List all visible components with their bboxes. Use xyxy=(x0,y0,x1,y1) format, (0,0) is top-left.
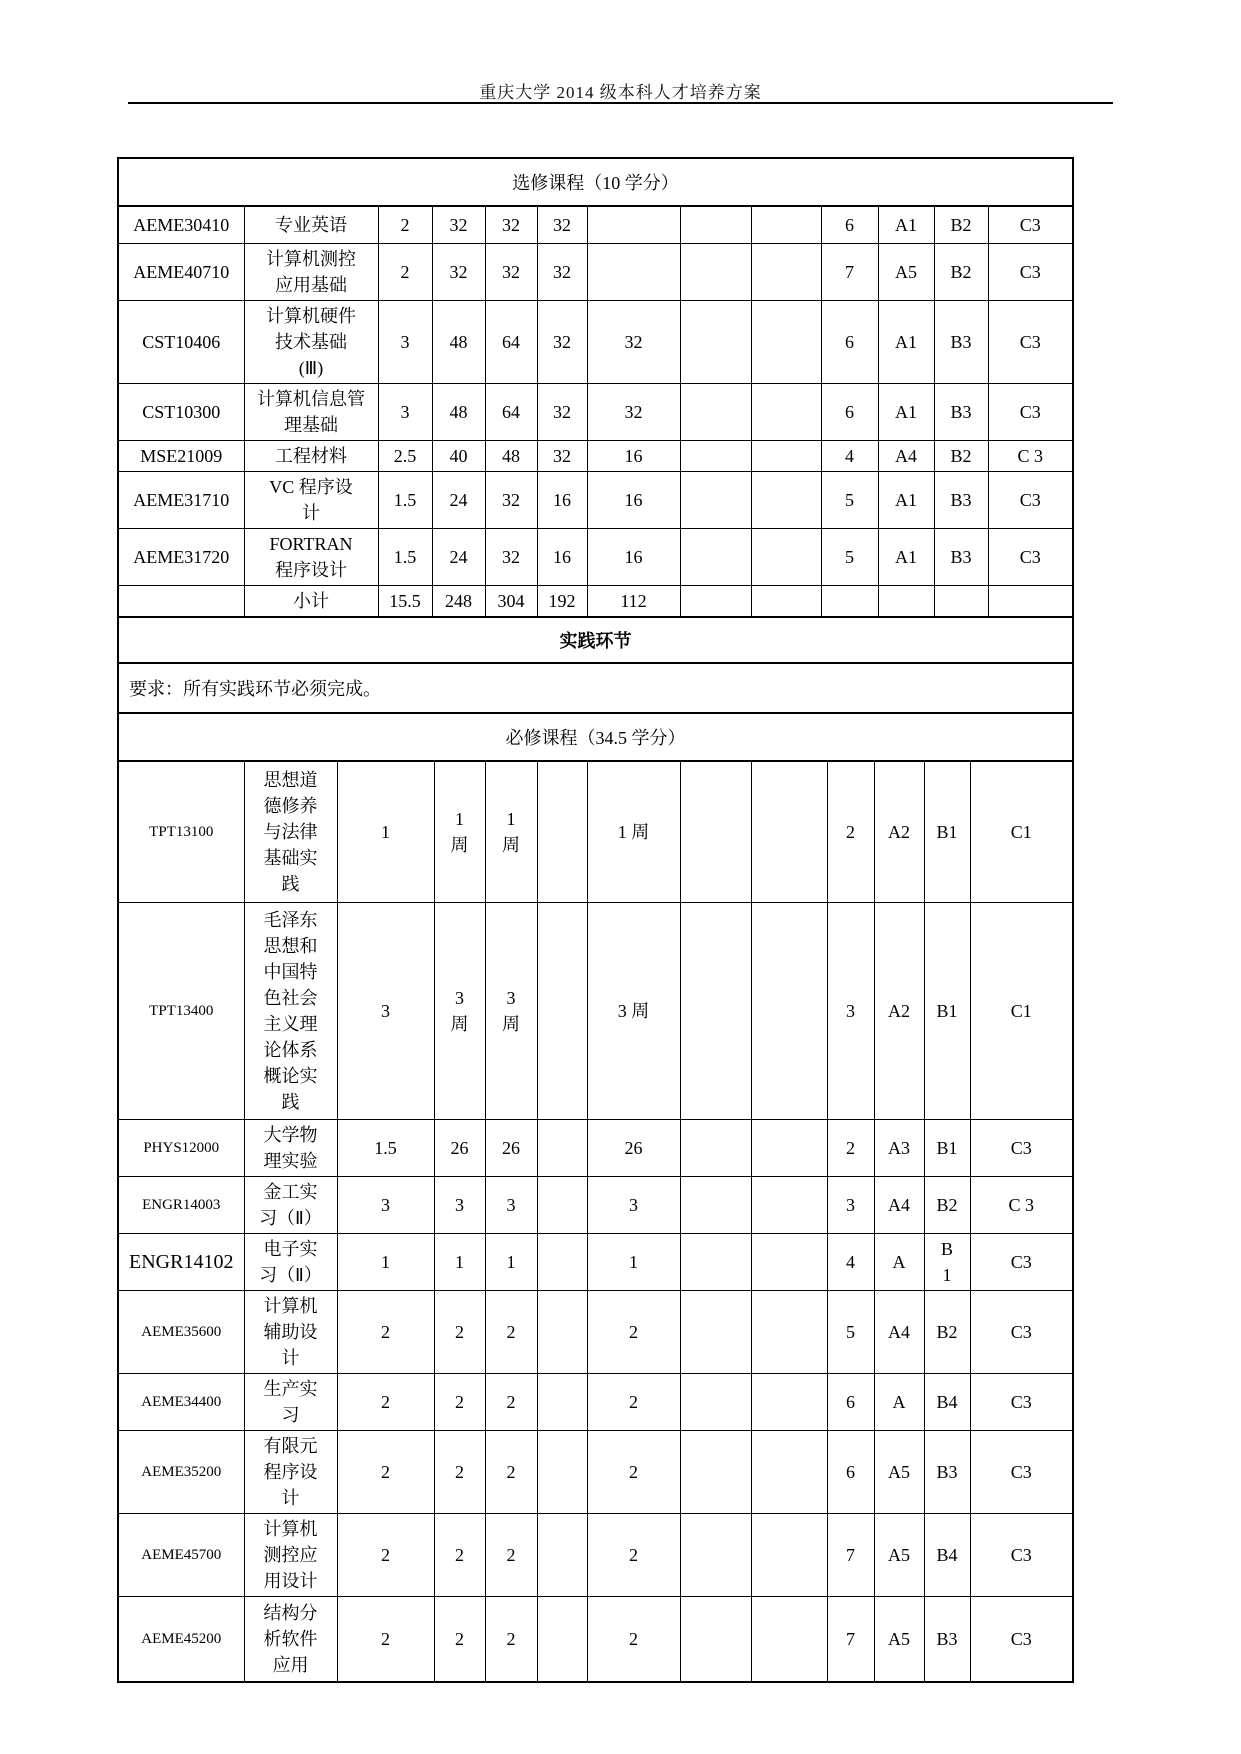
cell-name: 计算机硬件 技术基础 (Ⅲ) xyxy=(244,301,378,384)
cell-hours2: 64 xyxy=(485,384,537,441)
cell-semester: 7 xyxy=(827,1514,874,1597)
cell-practice: 1 xyxy=(587,1234,680,1291)
cell-practice: 16 xyxy=(587,529,680,586)
cell-grade_c: C3 xyxy=(970,1597,1072,1682)
cell-extra1 xyxy=(680,762,751,903)
cell-hours2: 48 xyxy=(485,441,537,472)
cell-grade_b: B3 xyxy=(924,1431,970,1514)
cell-practice: 2 xyxy=(587,1374,680,1431)
cell-semester: 5 xyxy=(821,529,878,586)
cell-credit: 2 xyxy=(337,1597,434,1682)
elective-courses-table xyxy=(119,207,1072,616)
cell-code: PHYS12000 xyxy=(119,1120,244,1177)
cell-code: TPT13100 xyxy=(119,762,244,903)
cell-hours2: 26 xyxy=(485,1120,537,1177)
cell-code: CST10300 xyxy=(119,384,244,441)
cell-extra1 xyxy=(680,207,751,244)
cell-hours3: 16 xyxy=(537,472,587,529)
cell-grade_a: A1 xyxy=(878,472,934,529)
cell-semester: 5 xyxy=(821,472,878,529)
cell-practice: 32 xyxy=(587,384,680,441)
cell-extra2 xyxy=(751,1120,827,1177)
cell-hours3: 32 xyxy=(537,301,587,384)
cell-grade_c: C3 xyxy=(988,529,1072,586)
cell-credit: 1.5 xyxy=(378,472,432,529)
elective-courses-rows xyxy=(119,207,1072,616)
table-row xyxy=(119,207,1072,244)
cell-extra1 xyxy=(680,586,751,617)
table-row xyxy=(119,441,1072,472)
cell-grade_c: C3 xyxy=(970,1514,1072,1597)
cell-hours1: 3 周 xyxy=(434,903,485,1120)
cell-hours3 xyxy=(537,1374,587,1431)
cell-extra1 xyxy=(680,1120,751,1177)
cell-practice xyxy=(587,244,680,301)
cell-name: 生产实 习 xyxy=(244,1374,337,1431)
cell-code: AEME35200 xyxy=(119,1431,244,1514)
cell-hours1: 32 xyxy=(432,207,485,244)
cell-code: ENGR14003 xyxy=(119,1177,244,1234)
cell-grade_b: B 1 xyxy=(924,1234,970,1291)
cell-practice: 3 周 xyxy=(587,903,680,1120)
cell-grade_a: A5 xyxy=(874,1514,924,1597)
cell-extra2 xyxy=(751,1291,827,1374)
table-row xyxy=(119,301,1072,384)
cell-credit: 2 xyxy=(378,207,432,244)
cell-extra2 xyxy=(751,441,821,472)
cell-grade_a: A1 xyxy=(878,529,934,586)
cell-extra1 xyxy=(680,1597,751,1682)
cell-semester: 6 xyxy=(827,1431,874,1514)
cell-hours3 xyxy=(537,1431,587,1514)
cell-hours2: 32 xyxy=(485,529,537,586)
cell-extra2 xyxy=(751,1177,827,1234)
cell-grade_a: A2 xyxy=(874,903,924,1120)
cell-extra2 xyxy=(751,1234,827,1291)
table-row xyxy=(119,1597,1072,1682)
cell-semester: 6 xyxy=(821,301,878,384)
cell-hours3 xyxy=(537,762,587,903)
table-row xyxy=(119,762,1072,903)
cell-name: 思想道 德修养 与法律 基础实 践 xyxy=(244,762,337,903)
cell-grade_c: C3 xyxy=(970,1374,1072,1431)
cell-grade_a: A3 xyxy=(874,1120,924,1177)
cell-code: ENGR14102 xyxy=(119,1234,244,1291)
cell-hours1: 2 xyxy=(434,1597,485,1682)
cell-code: AEME35600 xyxy=(119,1291,244,1374)
table-row xyxy=(119,529,1072,586)
cell-grade_a: A2 xyxy=(874,762,924,903)
cell-semester: 2 xyxy=(827,1120,874,1177)
cell-practice: 2 xyxy=(587,1431,680,1514)
cell-hours3: 16 xyxy=(537,529,587,586)
cell-credit: 2 xyxy=(378,244,432,301)
cell-extra2 xyxy=(751,207,821,244)
cell-grade_b: B1 xyxy=(924,903,970,1120)
cell-hours2: 32 xyxy=(485,472,537,529)
cell-name: VC 程序设 计 xyxy=(244,472,378,529)
cell-semester: 7 xyxy=(827,1597,874,1682)
table-row xyxy=(119,1177,1072,1234)
cell-practice: 32 xyxy=(587,301,680,384)
table-row xyxy=(119,1291,1072,1374)
cell-extra2 xyxy=(751,903,827,1120)
cell-code: AEME45700 xyxy=(119,1514,244,1597)
cell-hours2: 1 xyxy=(485,1234,537,1291)
section-title-elective-courses: 选修课程（10 学分） xyxy=(119,159,1072,207)
cell-semester: 7 xyxy=(821,244,878,301)
table-row xyxy=(119,586,1072,617)
cell-hours2: 2 xyxy=(485,1291,537,1374)
cell-credit: 1 xyxy=(337,1234,434,1291)
cell-hours1: 32 xyxy=(432,244,485,301)
cell-hours3 xyxy=(537,1291,587,1374)
cell-name: 专业英语 xyxy=(244,207,378,244)
cell-extra1 xyxy=(680,244,751,301)
table-row xyxy=(119,1431,1072,1514)
cell-extra1 xyxy=(680,1431,751,1514)
cell-grade_c: C 3 xyxy=(988,441,1072,472)
cell-grade_b: B2 xyxy=(924,1291,970,1374)
cell-hours3: 192 xyxy=(537,586,587,617)
table-row xyxy=(119,903,1072,1120)
cell-hours2: 2 xyxy=(485,1597,537,1682)
cell-credit: 2 xyxy=(337,1291,434,1374)
cell-name: 毛泽东 思想和 中国特 色社会 主义理 论体系 概论实 践 xyxy=(244,903,337,1120)
table-row xyxy=(119,384,1072,441)
cell-extra1 xyxy=(680,1234,751,1291)
cell-hours1: 48 xyxy=(432,301,485,384)
cell-practice: 1 周 xyxy=(587,762,680,903)
cell-credit: 1 xyxy=(337,762,434,903)
cell-hours1: 248 xyxy=(432,586,485,617)
cell-hours3: 32 xyxy=(537,441,587,472)
cell-semester: 6 xyxy=(821,384,878,441)
cell-hours1: 40 xyxy=(432,441,485,472)
cell-hours2: 64 xyxy=(485,301,537,384)
cell-extra2 xyxy=(751,301,821,384)
cell-hours3 xyxy=(537,1597,587,1682)
curriculum-table xyxy=(117,157,1074,1683)
cell-hours3 xyxy=(537,1514,587,1597)
cell-grade_c: C3 xyxy=(988,244,1072,301)
cell-credit: 2 xyxy=(337,1431,434,1514)
cell-semester: 3 xyxy=(827,1177,874,1234)
cell-practice: 16 xyxy=(587,472,680,529)
cell-grade_c: C3 xyxy=(988,472,1072,529)
cell-practice: 112 xyxy=(587,586,680,617)
cell-name: 工程材料 xyxy=(244,441,378,472)
cell-code: AEME31720 xyxy=(119,529,244,586)
page-header-title: 重庆大学 2014 级本科人才培养方案 xyxy=(479,83,762,102)
cell-hours1: 2 xyxy=(434,1514,485,1597)
section-title-practice: 实践环节 xyxy=(119,616,1072,664)
header-divider xyxy=(128,102,1113,104)
table-row xyxy=(119,1234,1072,1291)
cell-extra1 xyxy=(680,1514,751,1597)
cell-extra1 xyxy=(680,903,751,1120)
cell-extra2 xyxy=(751,586,821,617)
cell-hours3 xyxy=(537,1120,587,1177)
cell-code: CST10406 xyxy=(119,301,244,384)
cell-hours1: 1 周 xyxy=(434,762,485,903)
table-row xyxy=(119,1374,1072,1431)
cell-credit: 15.5 xyxy=(378,586,432,617)
cell-grade_c: C 3 xyxy=(970,1177,1072,1234)
cell-practice: 3 xyxy=(587,1177,680,1234)
cell-grade_a: A1 xyxy=(878,207,934,244)
cell-grade_b: B3 xyxy=(924,1597,970,1682)
cell-grade_a: A1 xyxy=(878,301,934,384)
section-title-required-courses: 必修课程（34.5 学分） xyxy=(119,714,1072,762)
cell-semester: 5 xyxy=(827,1291,874,1374)
cell-hours1: 1 xyxy=(434,1234,485,1291)
cell-hours2: 3 周 xyxy=(485,903,537,1120)
cell-name: 大学物 理实验 xyxy=(244,1120,337,1177)
cell-hours2: 1 周 xyxy=(485,762,537,903)
cell-grade_c: C3 xyxy=(970,1291,1072,1374)
cell-name: 计算机信息管 理基础 xyxy=(244,384,378,441)
cell-grade_c: C3 xyxy=(970,1120,1072,1177)
cell-grade_a: A5 xyxy=(874,1597,924,1682)
cell-credit: 3 xyxy=(337,1177,434,1234)
cell-grade_c: C1 xyxy=(970,762,1072,903)
cell-grade_c: C3 xyxy=(988,301,1072,384)
cell-grade_b: B3 xyxy=(934,301,988,384)
cell-credit: 2.5 xyxy=(378,441,432,472)
cell-name: 有限元 程序设 计 xyxy=(244,1431,337,1514)
cell-grade_c: C3 xyxy=(988,384,1072,441)
cell-credit: 2 xyxy=(337,1374,434,1431)
cell-grade_b: B2 xyxy=(924,1177,970,1234)
cell-hours1: 2 xyxy=(434,1431,485,1514)
cell-grade_b: B2 xyxy=(934,207,988,244)
table-row xyxy=(119,1514,1072,1597)
cell-code: AEME30410 xyxy=(119,207,244,244)
cell-extra2 xyxy=(751,1431,827,1514)
cell-extra2 xyxy=(751,1514,827,1597)
cell-hours1: 24 xyxy=(432,472,485,529)
table-row xyxy=(119,472,1072,529)
cell-name: 计算机 辅助设 计 xyxy=(244,1291,337,1374)
cell-extra1 xyxy=(680,301,751,384)
cell-hours2: 3 xyxy=(485,1177,537,1234)
cell-code: AEME31710 xyxy=(119,472,244,529)
cell-grade_b xyxy=(934,586,988,617)
cell-grade_b: B1 xyxy=(924,762,970,903)
cell-credit: 3 xyxy=(378,384,432,441)
cell-hours1: 2 xyxy=(434,1374,485,1431)
cell-extra1 xyxy=(680,472,751,529)
cell-grade_b: B3 xyxy=(934,472,988,529)
cell-grade_a: A5 xyxy=(878,244,934,301)
cell-semester: 6 xyxy=(821,207,878,244)
cell-practice: 2 xyxy=(587,1597,680,1682)
cell-practice xyxy=(587,207,680,244)
table-row xyxy=(119,1120,1072,1177)
cell-extra2 xyxy=(751,529,821,586)
cell-grade_a: A1 xyxy=(878,384,934,441)
cell-extra2 xyxy=(751,762,827,903)
cell-code: AEME45200 xyxy=(119,1597,244,1682)
cell-extra2 xyxy=(751,1374,827,1431)
cell-extra2 xyxy=(751,1597,827,1682)
cell-extra1 xyxy=(680,529,751,586)
cell-grade_b: B4 xyxy=(924,1514,970,1597)
cell-hours3: 32 xyxy=(537,244,587,301)
cell-credit: 3 xyxy=(337,903,434,1120)
table-row xyxy=(119,244,1072,301)
cell-grade_b: B2 xyxy=(934,244,988,301)
cell-grade_b: B3 xyxy=(934,529,988,586)
cell-extra1 xyxy=(680,384,751,441)
cell-name: 电子实 习（Ⅱ） xyxy=(244,1234,337,1291)
cell-name: 计算机 测控应 用设计 xyxy=(244,1514,337,1597)
cell-grade_c: C3 xyxy=(988,207,1072,244)
cell-extra1 xyxy=(680,441,751,472)
cell-grade_c xyxy=(988,586,1072,617)
cell-name: 结构分 析软件 应用 xyxy=(244,1597,337,1682)
cell-extra1 xyxy=(680,1177,751,1234)
cell-grade_a: A4 xyxy=(874,1177,924,1234)
cell-grade_a: A xyxy=(874,1234,924,1291)
cell-grade_a: A4 xyxy=(874,1291,924,1374)
cell-grade_a xyxy=(878,586,934,617)
cell-grade_a: A5 xyxy=(874,1431,924,1514)
cell-hours1: 26 xyxy=(434,1120,485,1177)
cell-semester: 3 xyxy=(827,903,874,1120)
cell-code: AEME34400 xyxy=(119,1374,244,1431)
cell-credit: 2 xyxy=(337,1514,434,1597)
cell-semester: 4 xyxy=(827,1234,874,1291)
cell-credit: 1.5 xyxy=(337,1120,434,1177)
cell-grade_b: B3 xyxy=(934,384,988,441)
required-practice-table xyxy=(119,762,1072,1681)
cell-practice: 26 xyxy=(587,1120,680,1177)
cell-hours2: 2 xyxy=(485,1374,537,1431)
required-practice-rows xyxy=(119,762,1072,1681)
cell-hours3: 32 xyxy=(537,207,587,244)
cell-semester: 2 xyxy=(827,762,874,903)
cell-hours3: 32 xyxy=(537,384,587,441)
cell-hours2: 32 xyxy=(485,207,537,244)
cell-hours1: 48 xyxy=(432,384,485,441)
cell-name: 计算机测控 应用基础 xyxy=(244,244,378,301)
cell-name: FORTRAN 程序设计 xyxy=(244,529,378,586)
cell-grade_c: C1 xyxy=(970,903,1072,1120)
cell-grade_c: C3 xyxy=(970,1234,1072,1291)
cell-code: AEME40710 xyxy=(119,244,244,301)
cell-code xyxy=(119,586,244,617)
cell-hours3 xyxy=(537,1177,587,1234)
cell-hours1: 3 xyxy=(434,1177,485,1234)
cell-extra1 xyxy=(680,1291,751,1374)
cell-extra2 xyxy=(751,384,821,441)
cell-code: TPT13400 xyxy=(119,903,244,1120)
cell-grade_b: B4 xyxy=(924,1374,970,1431)
cell-name: 小计 xyxy=(244,586,378,617)
cell-practice: 2 xyxy=(587,1514,680,1597)
cell-hours2: 32 xyxy=(485,244,537,301)
cell-extra1 xyxy=(680,1374,751,1431)
cell-practice: 16 xyxy=(587,441,680,472)
cell-grade_a: A4 xyxy=(878,441,934,472)
cell-hours1: 24 xyxy=(432,529,485,586)
cell-grade_a: A xyxy=(874,1374,924,1431)
cell-practice: 2 xyxy=(587,1291,680,1374)
cell-hours2: 2 xyxy=(485,1431,537,1514)
cell-semester xyxy=(821,586,878,617)
cell-hours3 xyxy=(537,1234,587,1291)
cell-extra2 xyxy=(751,472,821,529)
cell-grade_c: C3 xyxy=(970,1431,1072,1514)
cell-semester: 6 xyxy=(827,1374,874,1431)
cell-semester: 4 xyxy=(821,441,878,472)
cell-extra2 xyxy=(751,244,821,301)
cell-credit: 3 xyxy=(378,301,432,384)
cell-hours2: 304 xyxy=(485,586,537,617)
cell-code: MSE21009 xyxy=(119,441,244,472)
cell-hours2: 2 xyxy=(485,1514,537,1597)
cell-grade_b: B1 xyxy=(924,1120,970,1177)
cell-hours1: 2 xyxy=(434,1291,485,1374)
cell-credit: 1.5 xyxy=(378,529,432,586)
cell-name: 金工实 习（Ⅱ） xyxy=(244,1177,337,1234)
cell-grade_b: B2 xyxy=(934,441,988,472)
practice-requirement-note: 要求：所有实践环节必须完成。 xyxy=(119,664,1072,714)
cell-hours3 xyxy=(537,903,587,1120)
